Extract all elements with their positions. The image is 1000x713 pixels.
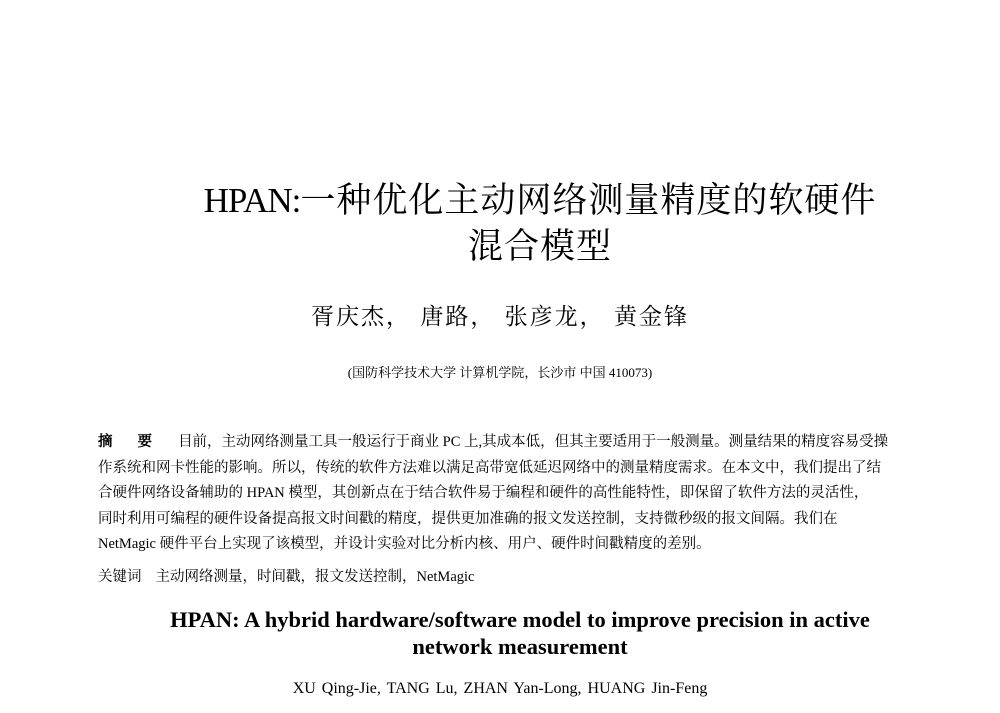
chinese-title-line-2: 混合模型: [467, 227, 612, 267]
chinese-affiliation: (国防科学技术大学 计算机学院，长沙市 中国 410073): [347, 365, 653, 380]
abstract-line-3: 合硬件网络设备辅助的 HPAN 模型，其创新点在于结合软件易于编程和硬件的高性能特性，即保留了软件方法的灵活性，: [98, 485, 869, 501]
abstract-line-1: [98, 430, 908, 456]
english-title-line-2: network measurement: [412, 634, 628, 659]
keywords-label: 关键词: [98, 569, 142, 585]
english-title: [100, 606, 940, 660]
english-title-line-1: HPAN: A hybrid hardware/software model to improve precision in active: [170, 607, 870, 632]
keywords-text: 主动网络测量，时间戳，报文发送控制，NetMagic: [155, 569, 475, 585]
abstract-line-1-text: 目前，主动网络测量工具一般运行于商业 PC 上,其成本低，但其主要适用于一般测量。测量结果的精度容易受操: [178, 434, 889, 450]
chinese-authors: 胥庆杰， 唐路， 张彦龙， 黄金锋: [311, 304, 689, 330]
abstract-block: [98, 430, 908, 558]
english-authors: XU Qing-Jie, TANG Lu, ZHAN Yan-Long, HUANG Jin-Feng: [292, 680, 708, 697]
abstract-label: 摘 要: [98, 434, 163, 450]
abstract-line-5: NetMagic 硬件平台上实现了该模型，并设计实验对比分析内核、用户、硬件时间戳精度的差别。: [98, 536, 711, 552]
keywords: [98, 565, 474, 586]
abstract-line-4: 同时利用可编程的硬件设备提高报文时间戳的精度，提供更加准确的报文发送控制，支持微秒级的报文间隔。我们在: [98, 510, 838, 527]
chinese-title: [150, 178, 930, 270]
chinese-title-line-1-text: 一种优化主动网络测量精度的软硬件: [300, 181, 877, 221]
abstract-line-2: 作系统和网卡性能的影响。所以，传统的软件方法难以满足高带宽低延迟网络中的测量精度需求。在本文中，我们提出了结: [98, 459, 881, 476]
chinese-title-latin-prefix: HPAN:: [203, 181, 301, 220]
chinese-title-line-1: [150, 178, 930, 224]
